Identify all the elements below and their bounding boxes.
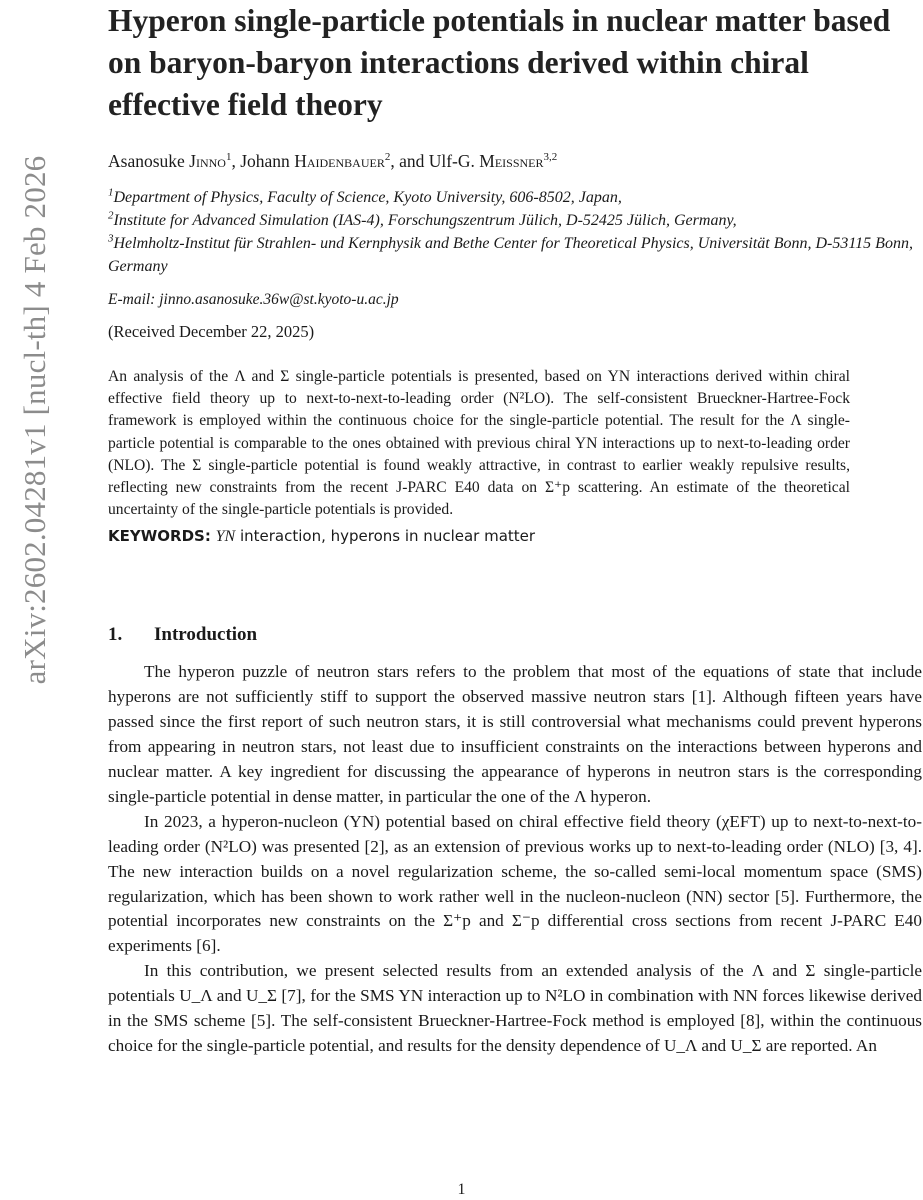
body-paragraph: In 2023, a hyperon-nucleon (YN) potential based on chiral effective field theory (χEFT) up to next-to-next-to-leading order (N²LO) was presented [2], as an extension of previous works up to next-to-leading order (NLO) [3, 4]. The new interaction builds on a novel regularization scheme, the so-called semi-local momentum space (SMS) regularization, which has been shown to work rather well in the nucleon-nucleon (NN) sector [5]. Furthermore, the potential incorporates new constraints on the Σ⁺p and Σ⁻p differential cross sections from recent J-PARC E40 experiments [6]. xyxy=(108,811,922,956)
body-paragraph: The hyperon puzzle of neutron stars refers to the problem that most of the equations of state that include hyperons are not sufficiently stiff to support the observed massive neutron stars [1]. Although fifteen years have passed since the first report of such neutron stars, it is still controversial what mechanisms could prevent hyperons from appearing in neutron stars, not least due to insufficient constraints on the interactions between hyperons and nuclear matter. A key ingredient for discussing the appearance of hyperons in neutron stars is the corresponding single-particle potential in dense matter, in particular the one of the Λ hyperon. xyxy=(108,662,922,806)
affiliation: $^2$Institute for Advanced Simulation (IAS-4), Forschungszentrum Jülich, D-52425 Jülich, Germany, xyxy=(108,209,737,229)
keywords: KEYWORDS: YN interaction, hyperons in nuclear matter xyxy=(108,527,536,546)
received-date: (Received December 22, 2025) xyxy=(108,322,315,341)
author: Johann Haidenbauer$^2$ xyxy=(240,151,391,171)
affiliation-list xyxy=(108,186,920,278)
body-paragraph: In this contribution, we present selected results from an extended analysis of the Λ and Σ single-particle potentials U_Λ and U_Σ [7], for the SMS YN interaction up to N²LO in combination with NN forces likewise derived in the SMS scheme [5]. The self-consistent Brueckner-Hartree-Fock method is employed [8], within the continuous choice for the single-particle potential, and results for the density dependence of U_Λ and U_Σ are reported. An xyxy=(108,961,922,1056)
author-list: Asanosuke Jinno$^1$, Johann Haidenbauer$^2$, and Ulf-G. Meißner$^{3,2}$ xyxy=(108,151,558,171)
abstract: An analysis of the Λ and Σ single-particle potentials is presented, based on YN interactions derived within chiral effective field theory up to next-to-next-to-leading order (N²LO). The self-consistent Brueckner-Hartree-Fock framework is employed within the continuous choice for the single-particle potential. The result for the Λ single-particle potential is comparable to the ones obtained with previous chiral YN interactions up to next-to-leading order (NLO). The Σ single-particle potential is found weakly attractive, in contrast to earlier weakly repulsive results, reflecting new constraints from the recent J-PARC E40 data on Σ⁺p scattering. An estimate of the theoretical uncertainty of the single-particle potentials is provided. xyxy=(108,368,850,519)
section-heading xyxy=(108,623,920,647)
paper-title: Hyperon single-particle potentials in nuclear matter based on baryon-baryon interactions derived within chiral effective field theory xyxy=(108,3,891,122)
author: Asanosuke Jinno$^1$ xyxy=(108,151,232,171)
page-number: 1 xyxy=(457,1181,466,1198)
paper-page xyxy=(108,0,920,1059)
author: Ulf-G. Meißner$^{3,2}$ xyxy=(428,151,558,171)
affiliation: $^3$Helmholtz-Institut für Strahlen- und Kernphysik and Bethe Center for Theoretical Physics, Universität Bonn, D-53115 Bonn, Germany xyxy=(108,232,913,275)
contact-email: E-mail: jinno.asanosuke.36w@st.kyoto-u.ac.jp xyxy=(108,291,399,308)
keywords-label: KEYWORDS: xyxy=(108,527,211,546)
affiliation: $^1$Department of Physics, Faculty of Science, Kyoto University, 606-8502, Japan, xyxy=(108,186,622,206)
section-title: Introduction xyxy=(154,624,258,646)
arxiv-id: arXiv:2602.04281v1 [nucl-th] 4 Feb 2026 xyxy=(17,155,52,685)
section-number: 1. xyxy=(108,624,123,646)
arxiv-sidebar-stamp xyxy=(0,155,70,685)
